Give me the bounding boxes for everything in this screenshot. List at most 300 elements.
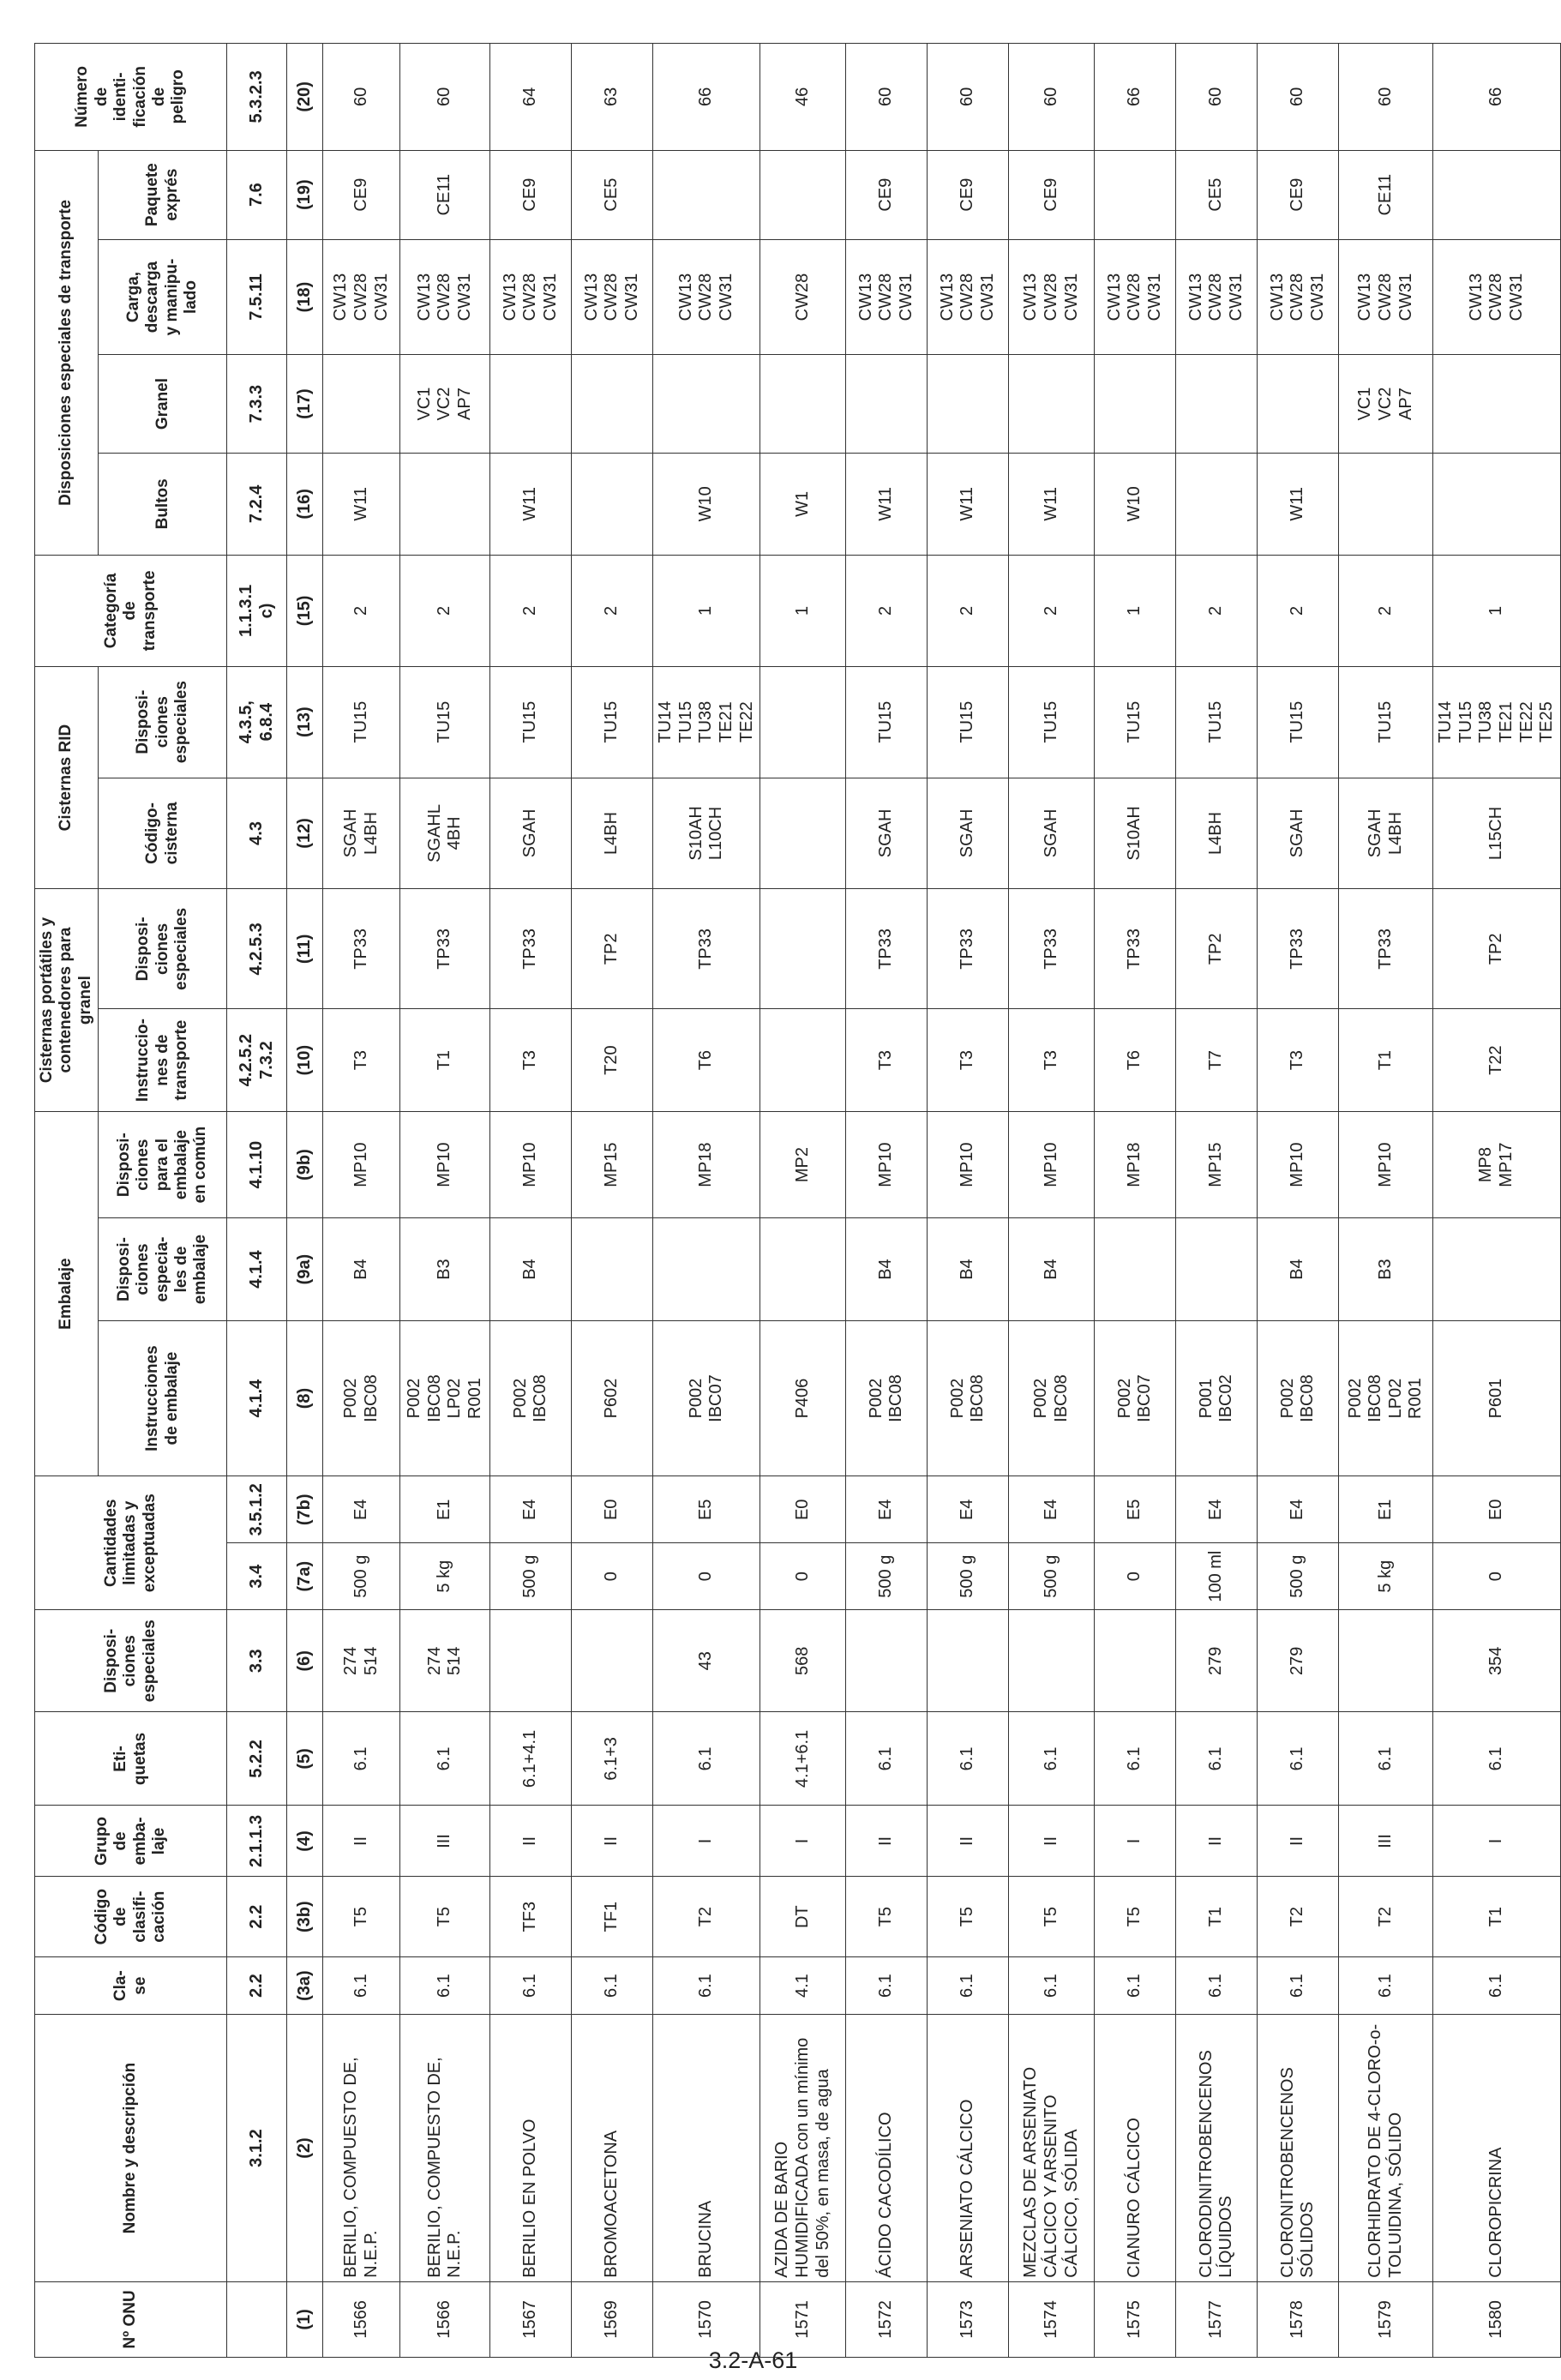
table-cell: 6.1 (1258, 1956, 1339, 2014)
table-cell: MP2 (760, 1111, 846, 1218)
table-cell: CW28 (760, 239, 846, 355)
table-cell: 6.1 (846, 1712, 928, 1806)
table-cell: E0 (760, 1476, 846, 1543)
table-cell: 2 (1339, 556, 1433, 667)
column-number-cell: (11) (287, 889, 323, 1009)
un-number-cell: 1566 (323, 2281, 400, 2357)
table-cell: MP10 (323, 1111, 400, 1218)
table-cell (400, 453, 490, 555)
table-cell (1095, 150, 1176, 239)
table-cell: 1 (760, 556, 846, 667)
table-cell: B3 (400, 1218, 490, 1320)
table-cell: DT (760, 1877, 846, 1956)
table-cell: P002 IBC07 (1095, 1320, 1176, 1476)
table-cell: B4 (1009, 1218, 1095, 1320)
name-cell: BERILIO EN POLVO (490, 2015, 572, 2281)
reference-cell (227, 2281, 287, 2357)
table-cell: 354 (1433, 1610, 1561, 1712)
table-cell: 500 g (1009, 1543, 1095, 1610)
table-cell (1176, 355, 1258, 453)
reference-cell: 4.1.10 (227, 1111, 287, 1218)
name-cell: CLORHIDRATO DE 4-CLORO-o-TOLUIDINA, SÓLIDO (1339, 2015, 1433, 2281)
table-cell: 2 (1009, 556, 1095, 667)
table-cell: E4 (1258, 1476, 1339, 1543)
table-cell: 6.1 (928, 1956, 1009, 2014)
table-cell: 60 (323, 44, 400, 151)
table-cell: I (1095, 1806, 1176, 1877)
column-number-cell: (9b) (287, 1111, 323, 1218)
table-cell: CW13 CW28 CW31 (1009, 239, 1095, 355)
header-tank-instructions: Instruccio- nes de transporte (99, 1009, 227, 1111)
name-cell: MEZCLAS DE ARSENIATO CÁLCICO Y ARSENITO CÁLCICO, SÓLIDA (1009, 2015, 1095, 2281)
table-row (760, 44, 846, 2358)
table-cell (1433, 453, 1561, 555)
header-transport-provisions: Disposiciones especiales de transporte (35, 150, 99, 555)
table-cell: T6 (653, 1009, 760, 1111)
column-number-cell: (5) (287, 1712, 323, 1806)
table-cell: MP18 (1095, 1111, 1176, 1218)
rotated-table-container (34, 43, 1557, 2358)
table-cell: 64 (490, 44, 572, 151)
dangerous-goods-table (34, 43, 1561, 2358)
table-cell: MP10 (846, 1111, 928, 1218)
table-cell: TU15 (846, 666, 928, 778)
table-cell (1176, 1218, 1258, 1320)
header-packing-instructions: Instrucciones de embalaje (99, 1320, 227, 1476)
column-number-cell: (17) (287, 355, 323, 453)
table-cell (1258, 355, 1339, 453)
table-cell: E4 (928, 1476, 1009, 1543)
table-cell: T5 (1009, 1877, 1095, 1956)
table-cell: T3 (1258, 1009, 1339, 1111)
table-cell: B4 (490, 1218, 572, 1320)
column-number-cell: (12) (287, 778, 323, 889)
table-cell: T3 (928, 1009, 1009, 1111)
table-cell (323, 355, 400, 453)
table-cell: W11 (928, 453, 1009, 555)
table-cell: 60 (1176, 44, 1258, 151)
column-number-cell: (19) (287, 150, 323, 239)
table-cell: MP10 (490, 1111, 572, 1218)
table-row (1095, 44, 1176, 2358)
reference-cell: 4.1.4 (227, 1218, 287, 1320)
un-number-cell: 1578 (1258, 2281, 1339, 2357)
header-packaging: Embalaje (35, 1111, 99, 1476)
column-number-cell: (8) (287, 1320, 323, 1476)
table-cell: T5 (1095, 1877, 1176, 1956)
table-cell: 500 g (323, 1543, 400, 1610)
table-cell: CE11 (1339, 150, 1433, 239)
table-cell: CE11 (400, 150, 490, 239)
un-number-cell: 1572 (846, 2281, 928, 2357)
column-number-row (287, 44, 323, 2358)
table-cell: 6.1 (928, 1712, 1009, 1806)
name-cell: CLOROPICRINA (1433, 2015, 1561, 2281)
column-number-cell: (13) (287, 666, 323, 778)
table-body (323, 44, 1561, 2358)
table-cell: MP10 (1009, 1111, 1095, 1218)
reference-cell: 2.2 (227, 1956, 287, 2014)
table-cell: I (653, 1806, 760, 1877)
table-cell: P002 IBC08 (1258, 1320, 1339, 1476)
table-cell: 6.1 (490, 1956, 572, 2014)
table-cell: B4 (323, 1218, 400, 1320)
table-cell: TP2 (1176, 889, 1258, 1009)
table-cell: 274 514 (400, 1610, 490, 1712)
table-cell: 6.1 (1095, 1956, 1176, 2014)
table-cell: TP33 (1258, 889, 1339, 1009)
reference-cell: 4.1.4 (227, 1320, 287, 1476)
name-cell: CIANURO CÁLCICO (1095, 2015, 1176, 2281)
table-cell: 0 (1095, 1543, 1176, 1610)
table-row (323, 44, 400, 2358)
table-cell: P002 IBC08 (1009, 1320, 1095, 1476)
table-cell (1009, 355, 1095, 453)
table-cell (1339, 1610, 1433, 1712)
table-cell: CE9 (1009, 150, 1095, 239)
header-express: Paquete exprés (99, 150, 227, 239)
table-cell: MP10 (928, 1111, 1009, 1218)
table-cell: SGAH (1009, 778, 1095, 889)
table-cell: TU15 (400, 666, 490, 778)
table-cell: 2 (1258, 556, 1339, 667)
table-cell: 6.1 (1009, 1712, 1095, 1806)
table-cell: 274 514 (323, 1610, 400, 1712)
table-cell: SGAH L4BH (1339, 778, 1433, 889)
table-cell: 6.1 (1433, 1956, 1561, 2014)
table-cell: T6 (1095, 1009, 1176, 1111)
table-cell: S10AH L10CH (653, 778, 760, 889)
table-cell: T2 (1258, 1877, 1339, 1956)
table-cell: 43 (653, 1610, 760, 1712)
table-cell: SGAH (928, 778, 1009, 889)
table-cell: II (1009, 1806, 1095, 1877)
table-cell: L15CH (1433, 778, 1561, 889)
table-cell (760, 778, 846, 889)
table-row (400, 44, 490, 2358)
table-cell: 4.1 (760, 1956, 846, 2014)
table-cell: TU14 TU15 TU38 TE21 TE22 (653, 666, 760, 778)
table-cell: W11 (1009, 453, 1095, 555)
table-cell: CE9 (928, 150, 1009, 239)
table-cell: TP33 (323, 889, 400, 1009)
table-cell: E1 (1339, 1476, 1433, 1543)
table-cell (760, 1009, 846, 1111)
header-limited-quantities: Cantidades limitadas y exceptuadas (35, 1476, 227, 1610)
table-cell: 6.1+3 (572, 1712, 653, 1806)
header-labels: Eti- quetas (35, 1712, 227, 1806)
table-cell: T5 (400, 1877, 490, 1956)
table-cell: W11 (490, 453, 572, 555)
column-number-cell: (16) (287, 453, 323, 555)
table-cell: 6.1 (846, 1956, 928, 2014)
table-cell: CE9 (490, 150, 572, 239)
un-number-cell: 1569 (572, 2281, 653, 2357)
table-cell: 2 (1176, 556, 1258, 667)
table-cell: 2 (846, 556, 928, 667)
column-number-cell: (9a) (287, 1218, 323, 1320)
un-number-cell: 1573 (928, 2281, 1009, 2357)
header-name: Nombre y descripción (35, 2015, 227, 2281)
table-cell: 1 (1095, 556, 1176, 667)
column-number-cell: (15) (287, 556, 323, 667)
table-cell: 6.1 (323, 1712, 400, 1806)
name-cell: ÁCIDO CACODÍLICO (846, 2015, 928, 2281)
table-row (1339, 44, 1433, 2358)
header-rid-special: Disposi- ciones especiales (99, 666, 227, 778)
table-cell: 500 g (928, 1543, 1009, 1610)
table-cell (653, 150, 760, 239)
table-cell (760, 666, 846, 778)
table-cell: B4 (846, 1218, 928, 1320)
reference-cell: 3.1.2 (227, 2015, 287, 2281)
table-cell: MP8 MP17 (1433, 1111, 1561, 1218)
header-classification-code: Código de clasifi- cación (35, 1877, 227, 1956)
reference-cell: 3.3 (227, 1610, 287, 1712)
table-cell: 0 (1433, 1543, 1561, 1610)
un-number-cell: 1577 (1176, 2281, 1258, 2357)
table-cell: T3 (1009, 1009, 1095, 1111)
table-cell: III (400, 1806, 490, 1877)
table-cell: 60 (1258, 44, 1339, 151)
name-cell: BERILIO, COMPUESTO DE, N.E.P. (323, 2015, 400, 2281)
table-row (490, 44, 572, 2358)
table-cell: 279 (1176, 1610, 1258, 1712)
table-cell (572, 1610, 653, 1712)
table-cell: 1 (653, 556, 760, 667)
header-tank-code: Código- cisterna (99, 778, 227, 889)
table-cell: MP18 (653, 1111, 760, 1218)
table-cell (1095, 1610, 1176, 1712)
header-loading: Carga, descarga y manipu- lado (99, 239, 227, 355)
table-cell (1176, 453, 1258, 555)
table-cell: I (760, 1806, 846, 1877)
table-cell: TP2 (572, 889, 653, 1009)
table-cell: E0 (572, 1476, 653, 1543)
un-number-cell: 1580 (1433, 2281, 1561, 2357)
table-cell: 2 (928, 556, 1009, 667)
table-cell: CW13 CW28 CW31 (490, 239, 572, 355)
table-cell: T20 (572, 1009, 653, 1111)
table-cell: CE5 (572, 150, 653, 239)
reference-cell: 4.2.5.3 (227, 889, 287, 1009)
table-row (1433, 44, 1561, 2358)
table-cell (760, 355, 846, 453)
reference-cell: 1.1.3.1 c) (227, 556, 287, 667)
table-cell: 6.1 (1339, 1956, 1433, 2014)
table-cell: TU15 (1258, 666, 1339, 778)
table-cell: SGAH L4BH (323, 778, 400, 889)
table-row (928, 44, 1009, 2358)
table-cell: CW13 CW28 CW31 (400, 239, 490, 355)
table-cell: MP15 (572, 1111, 653, 1218)
table-cell: TF1 (572, 1877, 653, 1956)
header-portable-tanks: Cisternas portátiles y contenedores para granel (35, 889, 99, 1112)
table-cell (653, 1218, 760, 1320)
table-cell (490, 355, 572, 453)
table-cell: T5 (323, 1877, 400, 1956)
table-cell: VC1 VC2 AP7 (1339, 355, 1433, 453)
table-cell (1433, 1218, 1561, 1320)
table-cell: 60 (1009, 44, 1095, 151)
reference-cell: 2.1.1.3 (227, 1806, 287, 1877)
table-cell: 66 (1433, 44, 1561, 151)
table-cell: T1 (400, 1009, 490, 1111)
column-number-cell: (20) (287, 44, 323, 151)
table-cell (760, 150, 846, 239)
table-cell (490, 1610, 572, 1712)
table-cell: TP33 (653, 889, 760, 1009)
table-cell: E4 (490, 1476, 572, 1543)
table-cell: 60 (1339, 44, 1433, 151)
table-cell: TP33 (928, 889, 1009, 1009)
table-cell: 2 (323, 556, 400, 667)
table-cell: T2 (1339, 1877, 1433, 1956)
column-number-cell: (1) (287, 2281, 323, 2357)
table-cell: E5 (653, 1476, 760, 1543)
table-cell: B4 (928, 1218, 1009, 1320)
table-cell: T3 (323, 1009, 400, 1111)
table-cell: II (1176, 1806, 1258, 1877)
table-cell: 0 (760, 1543, 846, 1610)
header-packages: Bultos (99, 453, 227, 555)
table-cell: II (1258, 1806, 1339, 1877)
table-cell: 6.1 (1176, 1712, 1258, 1806)
column-number-cell: (7b) (287, 1476, 323, 1543)
table-cell: CW13 CW28 CW31 (653, 239, 760, 355)
column-number-cell: (7a) (287, 1543, 323, 1610)
table-cell: E4 (1009, 1476, 1095, 1543)
table-cell: 6.1 (653, 1956, 760, 2014)
reference-row (227, 44, 287, 2358)
table-cell: MP15 (1176, 1111, 1258, 1218)
un-number-cell: 1571 (760, 2281, 846, 2357)
table-cell: T2 (653, 1877, 760, 1956)
table-cell: CW13 CW28 CW31 (1258, 239, 1339, 355)
table-cell: CW13 CW28 CW31 (572, 239, 653, 355)
column-number-cell: (10) (287, 1009, 323, 1111)
table-cell: T22 (1433, 1009, 1561, 1111)
table-cell: 100 ml (1176, 1543, 1258, 1610)
table-cell: 279 (1258, 1610, 1339, 1712)
un-number-cell: 1574 (1009, 2281, 1095, 2357)
reference-cell: 4.3.5, 6.8.4 (227, 666, 287, 778)
header-special-provisions: Disposi- ciones especiales (35, 1610, 227, 1712)
un-number-cell: 1570 (653, 2281, 760, 2357)
table-cell: VC1 VC2 AP7 (400, 355, 490, 453)
table-cell: T3 (490, 1009, 572, 1111)
table-cell: 5 kg (1339, 1543, 1433, 1610)
table-cell (1095, 355, 1176, 453)
header-packing-group: Grupo de emba- laje (35, 1806, 227, 1877)
table-cell: 60 (928, 44, 1009, 151)
un-number-cell: 1579 (1339, 2281, 1433, 2357)
column-number-cell: (4) (287, 1806, 323, 1877)
table-cell (846, 1610, 928, 1712)
table-cell (1433, 355, 1561, 453)
header-class: Cla- se (35, 1956, 227, 2014)
table-cell: S10AH (1095, 778, 1176, 889)
table-cell (653, 355, 760, 453)
column-number-cell: (3b) (287, 1877, 323, 1956)
table-cell: 5 kg (400, 1543, 490, 1610)
table-cell: CW13 CW28 CW31 (846, 239, 928, 355)
table-cell: P002 IBC08 LP02 R001 (1339, 1320, 1433, 1476)
table-cell: 2 (400, 556, 490, 667)
table-cell: SGAH (846, 778, 928, 889)
table-cell: 1 (1433, 556, 1561, 667)
table-cell: T1 (1176, 1877, 1258, 1956)
table-cell: B4 (1258, 1218, 1339, 1320)
table-cell: P002 IBC08 (928, 1320, 1009, 1476)
table-cell: TP33 (846, 889, 928, 1009)
table-cell: P002 IBC08 LP02 R001 (400, 1320, 490, 1476)
table-cell (760, 1218, 846, 1320)
table-cell: 6.1 (572, 1956, 653, 2014)
table-row (653, 44, 760, 2358)
table-cell: E4 (1176, 1476, 1258, 1543)
name-cell: ARSENIATO CÁLCICO (928, 2015, 1009, 2281)
table-cell: II (572, 1806, 653, 1877)
table-row (1009, 44, 1095, 2358)
table-cell: TU15 (928, 666, 1009, 778)
table-cell: 500 g (490, 1543, 572, 1610)
header-mixed-packing: Disposi- ciones para el embalaje en común (99, 1111, 227, 1218)
un-number-cell: 1567 (490, 2281, 572, 2357)
table-cell: W10 (653, 453, 760, 555)
reference-cell: 7.2.4 (227, 453, 287, 555)
table-cell: 568 (760, 1610, 846, 1712)
table-cell (760, 889, 846, 1009)
table-cell (928, 355, 1009, 453)
table-cell: CW13 CW28 CW31 (1095, 239, 1176, 355)
table-cell: 60 (846, 44, 928, 151)
table-row (1258, 44, 1339, 2358)
table-cell: II (323, 1806, 400, 1877)
table-cell: 60 (400, 44, 490, 151)
table-cell: 6.1 (1339, 1712, 1433, 1806)
table-cell: TP2 (1433, 889, 1561, 1009)
table-cell: W11 (1258, 453, 1339, 555)
table-cell (928, 1610, 1009, 1712)
table-cell: E4 (323, 1476, 400, 1543)
table-cell: CE9 (846, 150, 928, 239)
reference-cell: 3.5.1.2 (227, 1476, 287, 1543)
reference-cell: 7.3.3 (227, 355, 287, 453)
table-cell: TF3 (490, 1877, 572, 1956)
table-cell: 0 (572, 1543, 653, 1610)
column-number-cell: (3a) (287, 1956, 323, 2014)
name-cell: CLORODINITROBENCENOS LÍQUIDOS (1176, 2015, 1258, 2281)
table-cell: T3 (846, 1009, 928, 1111)
table-cell: CE5 (1176, 150, 1258, 239)
header-row-1 (35, 44, 99, 2358)
table-cell: 6.1 (1176, 1956, 1258, 2014)
table-cell: P602 (572, 1320, 653, 1476)
header-tank-special: Disposi- ciones especiales (99, 889, 227, 1009)
table-cell (1095, 1218, 1176, 1320)
table-cell: I (1433, 1806, 1561, 1877)
table-cell: T1 (1433, 1877, 1561, 1956)
table-cell: P001 IBC02 (1176, 1320, 1258, 1476)
table-row (1176, 44, 1258, 2358)
table-cell: II (490, 1806, 572, 1877)
table-cell: 6.1 (400, 1712, 490, 1806)
header-hazard-number: Número de identi- ficación de peligro (35, 44, 227, 151)
table-cell: P002 IBC08 (323, 1320, 400, 1476)
table-cell: TP33 (1339, 889, 1433, 1009)
name-cell: AZIDA DE BARIO HUMIDIFICADA con un mínimo del 50%, en masa, de agua (760, 2015, 846, 2281)
